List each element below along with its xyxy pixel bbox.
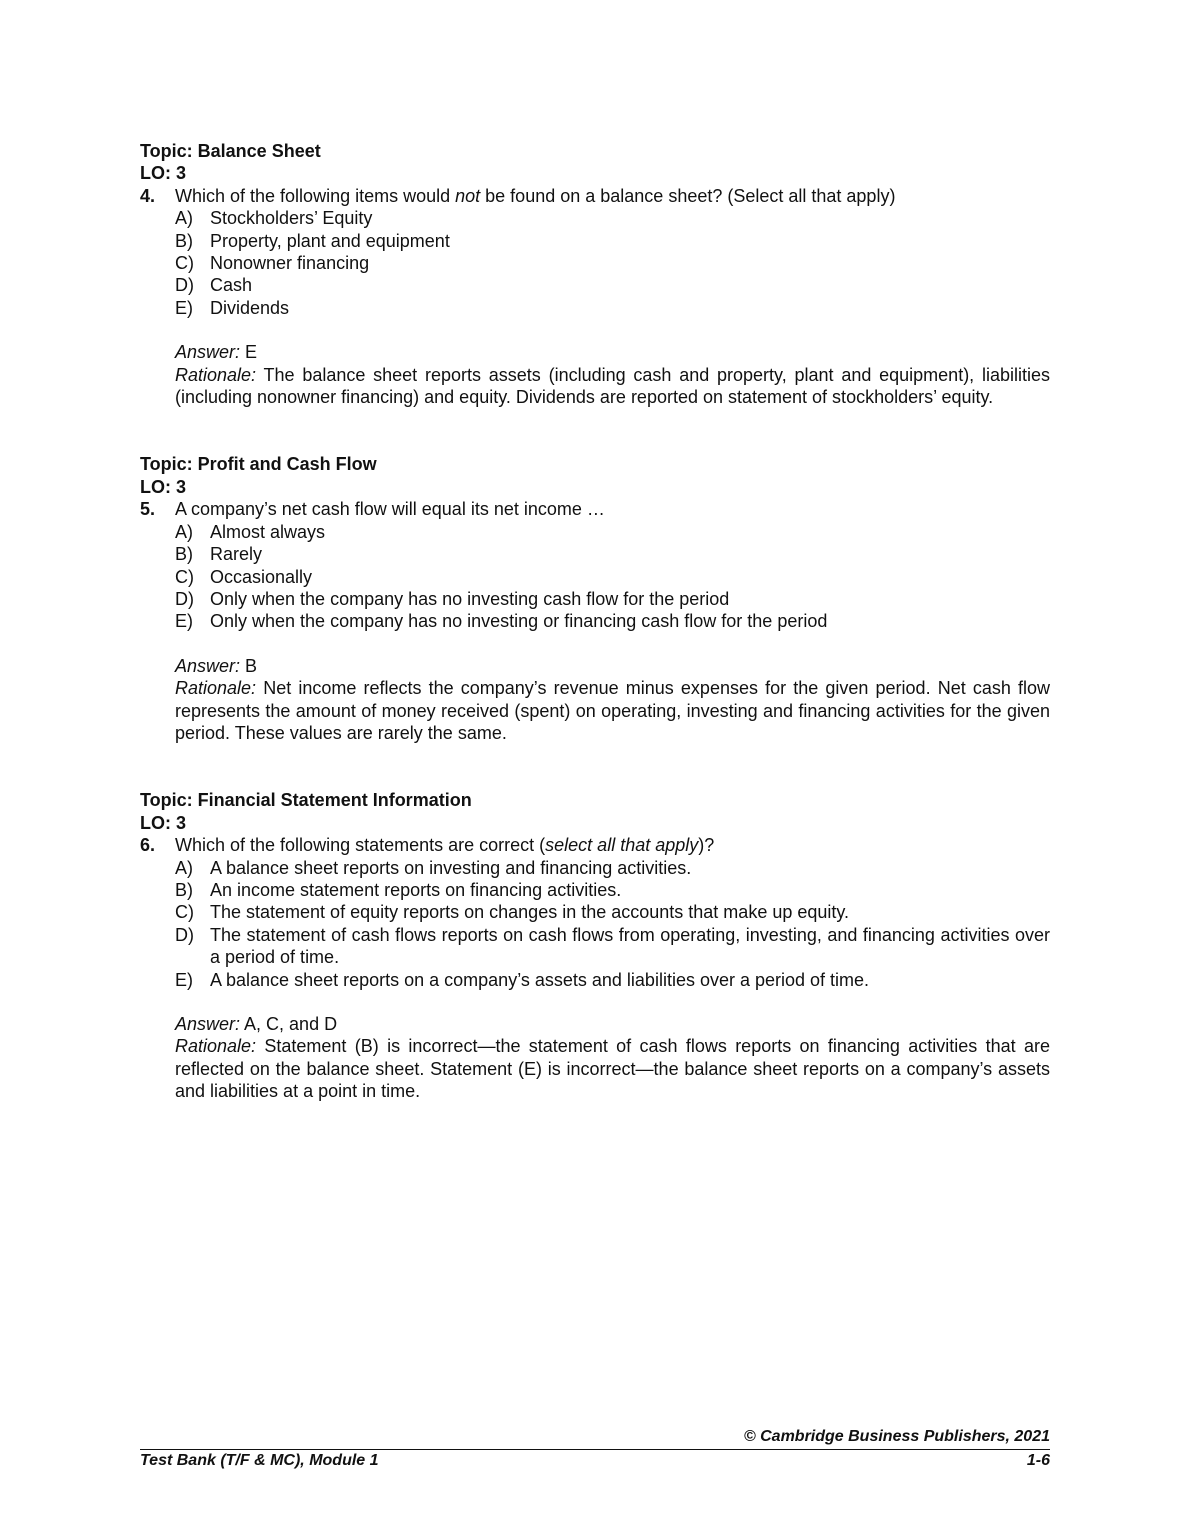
question-stem bbox=[140, 834, 1050, 856]
footer-bottom-row bbox=[140, 1451, 1050, 1471]
rationale-label: Rationale: bbox=[175, 364, 257, 385]
footer-copyright: © Cambridge Business Publishers, 2021 bbox=[743, 1428, 1050, 1445]
option-letter: E) bbox=[175, 969, 193, 990]
question-stem bbox=[140, 498, 1050, 520]
option-e bbox=[175, 969, 1050, 991]
option-c bbox=[175, 252, 1050, 274]
question-text bbox=[175, 834, 1050, 856]
option-b bbox=[175, 879, 1050, 901]
answer-label: Answer: bbox=[175, 342, 241, 363]
footer-divider bbox=[140, 1449, 1050, 1450]
rationale bbox=[175, 1035, 1050, 1102]
question-block-6 bbox=[140, 789, 1050, 1102]
option-e bbox=[175, 297, 1050, 319]
question-text bbox=[175, 185, 1050, 207]
question-topic: Topic: Profit and Cash Flow bbox=[140, 454, 377, 475]
option-a bbox=[175, 521, 1050, 543]
rationale-label: Rationale: bbox=[175, 1036, 257, 1057]
question-block-4 bbox=[140, 140, 1050, 408]
option-d bbox=[175, 924, 1050, 969]
option-text: Nonowner financing bbox=[210, 253, 370, 274]
question-stem bbox=[140, 185, 1050, 207]
option-letter: A) bbox=[175, 208, 193, 229]
option-list bbox=[175, 857, 1050, 991]
option-letter: B) bbox=[175, 879, 193, 900]
rationale bbox=[175, 364, 1050, 409]
question-block-5 bbox=[140, 453, 1050, 744]
footer-page-number: 1-6 bbox=[1026, 1452, 1050, 1469]
rationale-text: Net income reflects the company’s revenue minus expenses for the given period. Net cash flow represents the amount of money received (spent) on operating, investing and financing activities for the given period. These values are rarely the same. bbox=[175, 678, 1050, 743]
question-text-emphasis: not bbox=[455, 185, 481, 206]
learning-objective: LO: 3 bbox=[140, 163, 187, 184]
page-footer bbox=[140, 1427, 1050, 1471]
question-text-part: be found on a balance sheet? (Select all that apply) bbox=[480, 185, 896, 206]
question-text bbox=[175, 498, 1050, 520]
option-text: Cash bbox=[210, 275, 253, 296]
answer-line bbox=[175, 1013, 1050, 1035]
option-list bbox=[175, 521, 1050, 633]
answer-label: Answer: bbox=[175, 655, 241, 676]
question-text-part: Which of the following statements are correct ( bbox=[175, 835, 546, 856]
rationale-label: Rationale: bbox=[175, 678, 257, 699]
answer-value: A, C, and D bbox=[240, 1014, 338, 1034]
question-text-part: Which of the following items would bbox=[175, 185, 456, 206]
question-number: 5. bbox=[140, 499, 156, 520]
option-text: The statement of equity reports on changes in the accounts that make up equity. bbox=[210, 902, 850, 923]
option-letter: C) bbox=[175, 566, 194, 587]
learning-objective: LO: 3 bbox=[140, 476, 187, 497]
option-text: Rarely bbox=[210, 544, 263, 565]
option-letter: C) bbox=[175, 253, 194, 274]
option-a bbox=[175, 857, 1050, 879]
option-letter: D) bbox=[175, 924, 194, 945]
question-text-part: )? bbox=[698, 835, 715, 856]
question-text-part: A company’s net cash flow will equal its net income … bbox=[175, 499, 605, 520]
rationale-text: The balance sheet reports assets (including cash and property, plant and equipment), liabilities (including nonowner financing) and equity. Dividends are reported on statement of stockholders’ equity. bbox=[175, 364, 1050, 408]
answer-value: B bbox=[240, 655, 258, 676]
question-topic: Topic: Balance Sheet bbox=[140, 141, 321, 161]
document-page bbox=[140, 140, 1050, 1148]
answer-block bbox=[175, 1013, 1050, 1103]
option-c bbox=[175, 566, 1050, 588]
answer-label: Answer: bbox=[175, 1014, 241, 1034]
option-e bbox=[175, 610, 1050, 632]
answer-line bbox=[175, 655, 1050, 677]
option-text: An income statement reports on financing activities. bbox=[210, 879, 622, 900]
learning-objective: LO: 3 bbox=[140, 812, 187, 833]
option-b bbox=[175, 230, 1050, 252]
option-text: Only when the company has no investing cash flow for the period bbox=[210, 588, 730, 609]
option-c bbox=[175, 901, 1050, 923]
option-letter: D) bbox=[175, 275, 194, 296]
rationale bbox=[175, 677, 1050, 744]
option-text: A balance sheet reports on a company’s assets and liabilities over a period of time. bbox=[210, 969, 870, 990]
option-letter: A) bbox=[175, 857, 193, 878]
option-text: The statement of cash flows reports on cash flows from operating, investing, and financing activities over a period of time. bbox=[210, 924, 1050, 968]
option-letter: B) bbox=[175, 544, 193, 565]
option-letter: E) bbox=[175, 611, 193, 632]
option-letter: C) bbox=[175, 902, 194, 923]
question-number: 6. bbox=[140, 835, 156, 856]
option-letter: A) bbox=[175, 521, 193, 542]
question-topic: Topic: Financial Statement Information bbox=[140, 790, 472, 811]
answer-block bbox=[175, 341, 1050, 408]
option-text: Property, plant and equipment bbox=[210, 230, 450, 251]
answer-block bbox=[175, 655, 1050, 745]
option-text: A balance sheet reports on investing and financing activities. bbox=[210, 857, 692, 878]
option-list bbox=[175, 207, 1050, 319]
option-text: Only when the company has no investing or financing cash flow for the period bbox=[210, 611, 828, 632]
question-number: 4. bbox=[140, 185, 156, 206]
option-letter: E) bbox=[175, 297, 193, 318]
option-d bbox=[175, 274, 1050, 296]
rationale-text: Statement (B) is incorrect—the statement of cash flows reports on financing activities that are reflected on the balance sheet. Statement (E) is incorrect—the balance sheet reports on a company’s assets and liabilities at a point in time. bbox=[175, 1036, 1050, 1102]
footer-document-title: Test Bank (T/F & MC), Module 1 bbox=[140, 1452, 379, 1469]
option-a bbox=[175, 207, 1050, 229]
option-d bbox=[175, 588, 1050, 610]
option-text: Dividends bbox=[210, 297, 290, 318]
option-b bbox=[175, 543, 1050, 565]
option-text: Occasionally bbox=[210, 566, 313, 587]
option-text: Stockholders’ Equity bbox=[210, 208, 373, 229]
answer-value: E bbox=[240, 342, 258, 363]
question-text-emphasis: select all that apply bbox=[545, 835, 699, 856]
option-letter: D) bbox=[175, 588, 194, 609]
option-text: Almost always bbox=[210, 521, 326, 542]
option-letter: B) bbox=[175, 230, 193, 251]
answer-line bbox=[175, 341, 1050, 363]
